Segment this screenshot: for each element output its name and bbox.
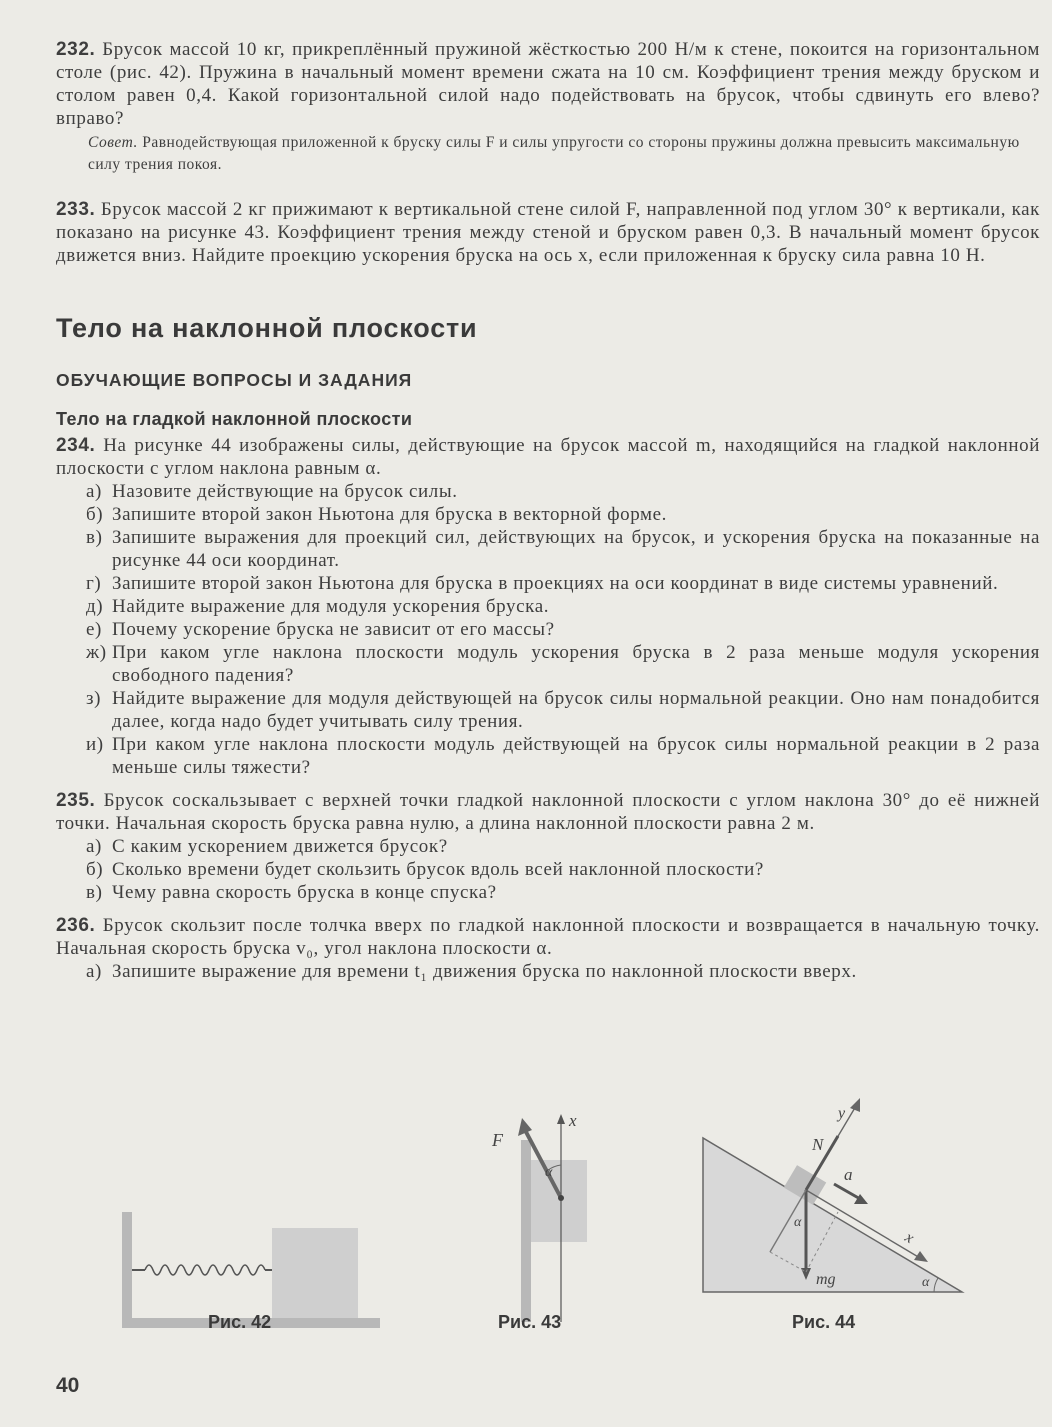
list-item: г) Запишите второй закон Ньютона для бруска в проекциях на оси координат в виде системы уравнений. (86, 573, 999, 594)
list-item: б) Сколько времени будет скользить брусок вдоль всей наклонной плоскости? (86, 859, 764, 880)
figure-44 (703, 1098, 962, 1292)
task-number: 232. (56, 39, 96, 60)
fig44-angle2-label: α (922, 1275, 930, 1290)
list-item: з) Найдите выражение для модуля действующей на брусок силы нормальной реакции. Оно нам понадобится далее, когда надо будет учитывать силу трения. (86, 688, 1040, 732)
task-235-items (56, 835, 1040, 904)
list-item: в) Запишите выражения для проекций сил, действующих на брусок, и ускорения бруска на показанные на рисунке 44 оси координат. (86, 527, 1040, 571)
list-item: е) Почему ускорение бруска не зависит от его массы? (86, 619, 555, 640)
task-233-text: 233. Брусок массой 2 кг прижимают к вертикальной стене силой F, направленной под углом 30° к вертикали, как показано на рисунке 43. Коэффициент трения между стеной и бруском равен 0,3. В начальный момент брусок движется вниз. Найдите проекцию ускорения бруска на ось x, если приложенная к бруску сила равна 10 Н. (56, 199, 1040, 266)
task-235 (56, 789, 1040, 904)
fig44-gravity-label: mg (816, 1271, 836, 1288)
task-number: 234. (56, 435, 96, 456)
figures (0, 1086, 1052, 1346)
task-232-hint: Совет. Равнодействующая приложенной к бруску силы F и силы упругости со стороны пружины должна превысить максимальную силу трения покоя. (88, 134, 1020, 173)
subsection-title: ОБУЧАЮЩИЕ ВОПРОСЫ И ЗАДАНИЯ (56, 370, 413, 390)
fig44-axis-x-label: x (902, 1228, 917, 1248)
list-item: а) Назовите действующие на брусок силы. (86, 481, 458, 502)
task-232-text: 232. Брусок массой 10 кг, прикреплённый пружиной жёсткостью 200 Н/м к стене, покоится на горизонтальном столе (рис. 42). Пружина в начальный момент времени сжата на 10 см. Коэффициент трения между бруском и столом равен 0,4. Какой горизонтальной силой надо подействовать на брусок, чтобы сдвинуть его влево? вправо? (56, 39, 1040, 129)
list-item: д) Найдите выражение для модуля ускорения бруска. (86, 596, 550, 617)
page-number: 40 (56, 1374, 80, 1397)
task-234-text: 234. На рисунке 44 изображены силы, действующие на брусок массой m, находящийся на гладкой наклонной плоскости с углом наклона равным α. (56, 435, 1040, 479)
section-title: Тело на наклонной плоскости (56, 313, 478, 343)
task-number: 236. (56, 915, 96, 936)
task-232 (56, 38, 1040, 176)
task-235-text: 235. Брусок соскальзывает с верхней точки гладкой наклонной плоскости с углом наклона 30° до её нижней точки. Начальная скорость бруска равна нулю, а длина наклонной плоскости равна 2 м. (56, 790, 1040, 834)
subsubsection-title: Тело на гладкой наклонной плоскости (56, 409, 413, 429)
list-item: и) При каком угле наклона плоскости модуль действующей на брусок силы нормальной реакции в 2 раза меньше силы тяжести? (86, 734, 1040, 778)
page-content (56, 38, 1040, 993)
fig43-caption: Рис. 43 (498, 1312, 562, 1332)
fig43-angle-label: α (545, 1165, 553, 1180)
list-item: в) Чему равна скорость бруска в конце спуска? (86, 882, 497, 903)
task-234 (56, 434, 1040, 779)
task-234-items (56, 480, 1040, 779)
task-233 (56, 198, 1040, 267)
fig42-caption: Рис. 42 (208, 1312, 272, 1332)
fig44-normal-label: N (812, 1135, 824, 1154)
list-item: б) Запишите второй закон Ньютона для бруска в векторной форме. (86, 504, 668, 525)
figure-42 (122, 1212, 380, 1328)
task-236-items (56, 960, 1040, 983)
fig43-force-label: F (492, 1130, 503, 1150)
task-number: 235. (56, 790, 96, 811)
hint-label: Совет. (88, 134, 138, 151)
list-item: ж) При каком угле наклона плоскости модуль ускорения бруска в 2 раза меньше модуля ускорения свободного падения? (86, 642, 1040, 686)
task-236-text: 236. Брусок скользит после толчка вверх по гладкой наклонной плоскости и возвращается в начальную точку. Начальная скорость бруска v₀, угол наклона плоскости α. (56, 915, 1040, 959)
fig44-axis-y-label: y (838, 1105, 846, 1122)
fig44-angle1-label: α (794, 1215, 802, 1230)
list-item: а) С каким ускорением движется брусок? (86, 836, 448, 857)
task-236 (56, 914, 1040, 983)
fig44-caption: Рис. 44 (792, 1312, 856, 1332)
figure-43 (491, 1111, 587, 1322)
fig44-accel-label: a (844, 1165, 853, 1184)
fig43-axis-label: x (569, 1111, 577, 1130)
list-item: а) Запишите выражение для времени t₁ движения бруска по наклонной плоскости вверх. (86, 961, 857, 982)
task-number: 233. (56, 199, 96, 220)
